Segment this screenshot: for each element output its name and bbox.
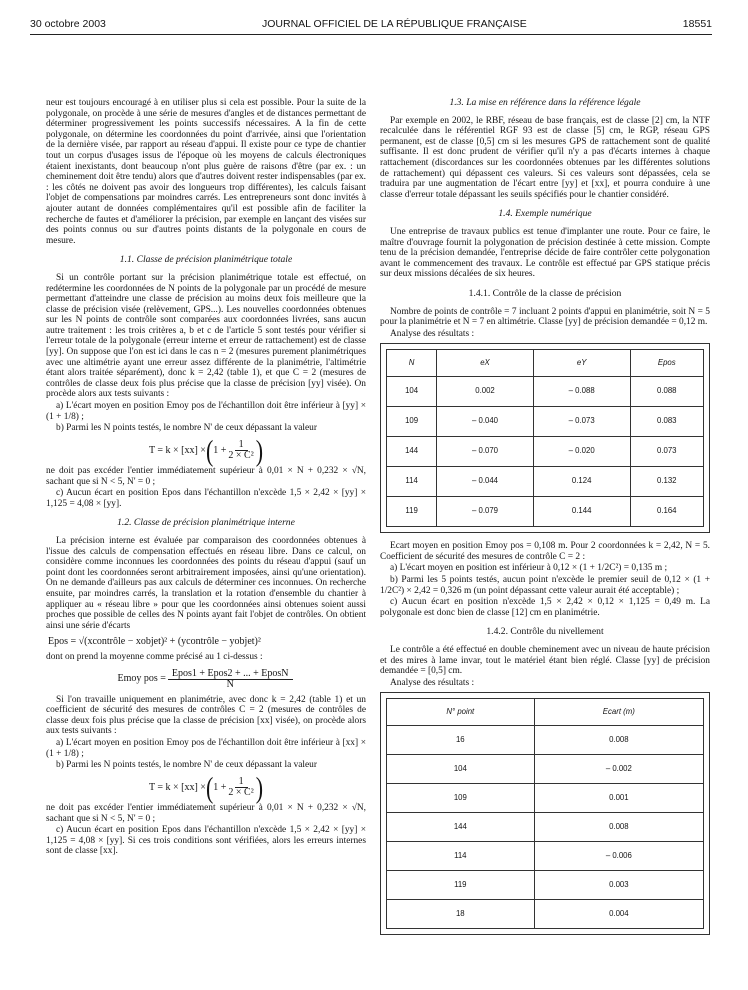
paragraph: b) Parmi les N points testés, le nombre N' de ceux dépassant la valeur	[56, 760, 317, 771]
table-row	[387, 377, 704, 407]
paren-open: (	[205, 433, 214, 468]
table-cell: – 0.073	[533, 407, 630, 437]
table-cell: – 0.020	[533, 437, 630, 467]
table-header-cell: eY	[533, 350, 630, 377]
formula-one-plus: 1 +	[213, 444, 227, 456]
section-heading-1-4-1: 1.4.1. Contrôle de la classe de précision	[468, 287, 622, 299]
table-cell: 0.088	[630, 377, 703, 407]
table-cell: 144	[387, 437, 437, 467]
table-row	[387, 784, 704, 813]
paragraph: Si l'on travaille uniquement en planimétrie, avec donc k = 2,42 (table 1) et un coefficient de sécurité des mesures de contrôles C = 2 (mesures de contrôles de classe deux fois plus précise que la classe de précision [xx] visée), on procède alors aux tests suivants :	[46, 694, 366, 737]
table-cell: 18	[387, 900, 535, 929]
table-cell: – 0.088	[533, 377, 630, 407]
table-cell: 0.124	[533, 467, 630, 497]
table-cell: 114	[387, 842, 535, 871]
table-cell: 0.073	[630, 437, 703, 467]
paragraph: ne doit pas excéder l'entier immédiatement supérieur à 0,01 × N + 0,232 × √N, sachant que si N < 5, N' = 0 ;	[46, 803, 366, 824]
section-heading-1-3: 1.3. La mise en référence dans la référence légale	[449, 97, 641, 108]
table-row	[387, 467, 704, 497]
formula-mean	[46, 669, 366, 691]
table-cell: 144	[387, 813, 535, 842]
section-heading-1-1: 1.1. Classe de précision planimétrique totale	[119, 254, 293, 266]
table-cell: 114	[387, 467, 437, 497]
paragraph: Par exemple en 2002, le RBF, réseau de base français, est de classe [2] cm, la NTF recalculée dans le référentiel RGF 93 est de classe [5] cm, le RGP, réseau GPS permanent, est de classe [0,5] cm si les mesures GPS de rattachement sont de qualité suffisante. Il est donc prudent de vérifier qu'il n'y a pas d'écarts internes à chaque rattachement (discordances sur les coordonnées obtenues par les différentes solutions de rattachement) qui dépassent ces valeurs. Si ces valeurs sont dépassées, cela se traduira par une augmentation de l'écart entre [yy] et [xx], et pourra conduire à une classe d'erreur totale dépassant les seuils spécifiés pour le chantier considéré.	[380, 115, 710, 200]
header-rule	[30, 34, 712, 35]
paragraph: c) Aucun écart en position Epos dans l'échantillon n'excède 1,5 × 2,42 × [yy] × 1,125 = 4,08 × [yy]. Si ces trois conditions sont vérifiées, alors les erreurs internes sont de classe [xx].	[46, 825, 366, 857]
table-row	[387, 842, 704, 871]
table-cell: – 0.044	[437, 467, 534, 497]
table-cell: 0.083	[630, 407, 703, 437]
formula-denominator: 2 × C²	[228, 450, 254, 462]
section-heading-1-4-2: 1.4.2. Contrôle du nivellement	[486, 626, 604, 638]
table-header-cell: Ecart (m)	[534, 699, 703, 726]
formula-threshold-2	[46, 770, 366, 805]
table-cell: 0.001	[534, 784, 703, 813]
table-cell: 0.132	[630, 467, 703, 497]
table-cell: – 0.002	[534, 755, 703, 784]
paragraph: dont on prend la moyenne comme précisé au 1 ci-dessus :	[46, 651, 263, 662]
results-table-planimetry	[386, 349, 704, 527]
paragraph: Analyse des résultats :	[390, 677, 475, 688]
table-cell: 0.002	[437, 377, 534, 407]
paragraph: Analyse des résultats :	[390, 328, 475, 339]
paragraph: Le contrôle a été effectué en double cheminement avec un niveau de haute précision et des mires à lame invar, tout le matériel étant bien réglé. Classe [yy] de précision demandée = [0,5] cm.	[380, 645, 710, 677]
table-cell: 0.003	[534, 871, 703, 900]
table-cell: 0.008	[534, 726, 703, 755]
table-cell: 0.004	[534, 900, 703, 929]
table-header-cell: N	[387, 350, 437, 377]
paragraph: Ecart moyen en position Emoy pos = 0,108 m. Pour 2 coordonnées k = 2,42, N = 5. Coefficient de sécurité des mesures de contrôle C = 2 :	[380, 541, 710, 562]
table-row	[387, 437, 704, 467]
formula-numerator: 1	[235, 777, 248, 789]
formula-denominator: N	[226, 679, 234, 691]
table-cell: 0.144	[533, 497, 630, 527]
table-cell: 16	[387, 726, 535, 755]
results-table-levelling	[386, 698, 704, 929]
header-date: 30 octobre 2003	[30, 18, 106, 30]
table-cell: – 0.040	[437, 407, 534, 437]
table-cell: 0.164	[630, 497, 703, 527]
table-cell: – 0.006	[534, 842, 703, 871]
table-row	[387, 871, 704, 900]
formula-one-plus: 1 +	[213, 781, 227, 793]
table-header-cell: N° point	[387, 699, 535, 726]
formula-lhs: T = k × [xx] ×	[148, 444, 206, 456]
formula-epos: Epos = √(xcontrôle − xobjet)² + (ycontrôle − yobjet)²	[48, 636, 261, 648]
page-header	[30, 16, 712, 32]
paren-close: )	[255, 433, 264, 468]
paragraph: c) Aucun écart en position Epos dans l'échantillon n'excède 1,5 × 2,42 × [yy] × 1,125 = 4,08 × [yy].	[46, 488, 366, 509]
paragraph: a) L'écart moyen en position Emoy pos de l'échantillon doit être inférieur à [yy] × (1 + 1/8) ;	[46, 401, 366, 422]
table-cell: 0.008	[534, 813, 703, 842]
table-row	[387, 900, 704, 929]
paragraph: a) L'écart moyen en position est inférieur à 0,12 × (1 + 1/2C²) = 0,135 m ;	[390, 563, 668, 574]
table-header-cell: Epos	[630, 350, 703, 377]
table-cell: – 0.070	[437, 437, 534, 467]
left-column	[46, 98, 366, 858]
formula-numerator: 1	[235, 440, 248, 452]
paragraph: Nombre de points de contrôle = 7 incluant 2 points d'appui en planimétrie, soit N = 5 pour la planimétrie et N = 7 en altimétrie. Classe [yy] de précision demandée = 0,12 m.	[380, 306, 710, 328]
formula-numerator: Epos1 + Epos2 + ... + EposN	[168, 669, 293, 681]
table-frame	[380, 692, 710, 935]
right-column	[380, 98, 710, 943]
table-cell: 104	[387, 755, 535, 784]
paren-close: )	[255, 770, 264, 805]
paren-open: (	[205, 770, 214, 805]
header-page-number: 18551	[682, 18, 712, 30]
formula-lhs: T = k × [xx] ×	[148, 781, 206, 793]
header-journal-title: JOURNAL OFFICIEL DE LA RÉPUBLIQUE FRANÇAISE	[262, 18, 527, 30]
paragraph: ne doit pas excéder l'entier immédiatement supérieur à 0,01 × N + 0,232 × √N, sachant que si N < 5, N' = 0 ;	[46, 466, 366, 487]
table-cell: 104	[387, 377, 437, 407]
table-cell: – 0.079	[437, 497, 534, 527]
paragraph: b) Parmi les N points testés, le nombre N' de ceux dépassant la valeur	[56, 423, 317, 434]
formula-fraction	[228, 777, 253, 799]
section-heading-1-2: 1.2. Classe de précision planimétrique interne	[117, 517, 295, 529]
table-cell: 119	[387, 497, 437, 527]
table-row	[387, 407, 704, 437]
table-row	[387, 726, 704, 755]
table-row	[387, 813, 704, 842]
paragraph: a) L'écart moyen en position Emoy pos de l'échantillon doit être inférieur à [xx] × (1 + 1/8) ;	[46, 738, 366, 759]
formula-lhs: Emoy pos =	[117, 673, 166, 685]
formula-threshold	[46, 433, 366, 468]
formula-denominator: 2 × C²	[228, 787, 254, 799]
table-cell: 109	[387, 407, 437, 437]
formula-fraction	[168, 669, 293, 691]
paragraph: neur est toujours encouragé à en utiliser plus si cela est possible. Pour la suite de la polygonale, on procède à une série de mesures d'angles et de distances permettant de déterminer progressivement les points successifs nécessaires. A la fin de cette polygonale, on détermine les coordonnées du point d'arrivée, ainsi que l'orientation de la dernière visée, par rapport au réseau d'appui. Il existe pour ce type de chantier tout un corpus d'usages issus de l'époque où les moyens de calculs électroniques étaient inexistants, dont beaucoup n'ont plus guère de raisons d'être (par ex. : un cheminement doit être tendu) alors que d'autres doivent rester indispensables (par ex. : les côtés ne doivent pas avoir des longueurs trop différentes), les calculs faisant l'objet de compensations par moindres carrés. Les entrepreneurs sont donc invités à ajouter autant de données complémentaires qu'il est possible afin de faciliter la recherche de fautes et d'améliorer la précision, par exemple en lançant des visées sur des points connus ou sur d'autres points distants de la polygonale en cours de mesure.	[46, 98, 366, 246]
paragraph: c) Aucun écart en position n'excède 1,5 × 2,42 × 0,12 × 1,125 = 0,49 m. La polygonale est donc bien de classe [12] cm en planimétrie.	[380, 597, 710, 618]
paragraph: b) Parmi les 5 points testés, aucun point n'excède le premier seuil de 0,12 × (1 + 1/2C²) × 2,42 = 0,326 m (un point dépassant cette valeur aurait été acceptable) ;	[380, 575, 710, 596]
paragraph: La précision interne est évaluée par comparaison des coordonnées obtenues à l'issue des calculs de compensation effectués en réseau libre. Dans ce calcul, on considère comme inconnues les coordonnées des points du réseau d'appui (sauf un point dont les coordonnées seront arbitrairement imposées, ainsi qu'une orientation). On ne demande d'ailleurs pas aux calculs de déterminer ces inconnues. On recherche ensuite, par moindres carrés, la translation et la rotation d'ensemble du chantier à appliquer au « réseau libre » pour que les coordonnées ainsi obtenues soient aussi proches que possible de celles des N points ayant fait l'objet de contrôles. On obtient ainsi une série d'écarts	[46, 535, 366, 631]
table-header-cell: eX	[437, 350, 534, 377]
table-frame	[380, 343, 710, 533]
paragraph: Une entreprise de travaux publics est tenue d'implanter une route. Pour ce faire, le maître d'ouvrage fournit la polygonation de précision destinée à cette mission. Compte tenu de la précision demandée, l'entreprise décide de faire contrôler cette polygonation avant le commencement des travaux. Le contrôle est effectué par GPS statique précis sur deux missions décalées de six heures.	[380, 226, 710, 280]
section-heading-1-4: 1.4. Exemple numérique	[498, 208, 592, 220]
table-row	[387, 497, 704, 527]
paragraph: Si un contrôle portant sur la précision planimétrique totale est effectué, on redétermine les coordonnées de N points de la polygonale par un procédé de mesure permettant d'atteindre une classe de précision au moins deux fois meilleure que la classe de précision visée (relèvement, GPS...). Les nouvelles coordonnées obtenues sur les N points de contrôle sont comparées aux coordonnées livrées, sans aucun autre traitement : les trois critères a, b et c de l'article 5 sont testés pour vérifier si l'erreur totale de la polygonale (erreur interne et erreur de rattachement) est de classe [yy]. On suppose que l'on est ici dans le cas n = 2 (mesures purement planimétriques avec une altimétrie ayant une erreur assez différente de la planimétrie, l'altimétrie étant alors traitée séparément), donc k = 2,42 (table 1), et que C = 2 (mesures de contrôles de classe deux fois plus précise que la classe de précision [yy] visée). On procède alors aux tests suivants :	[46, 272, 366, 400]
formula-fraction	[228, 440, 253, 462]
table-row	[387, 755, 704, 784]
table-cell: 109	[387, 784, 535, 813]
table-cell: 119	[387, 871, 535, 900]
